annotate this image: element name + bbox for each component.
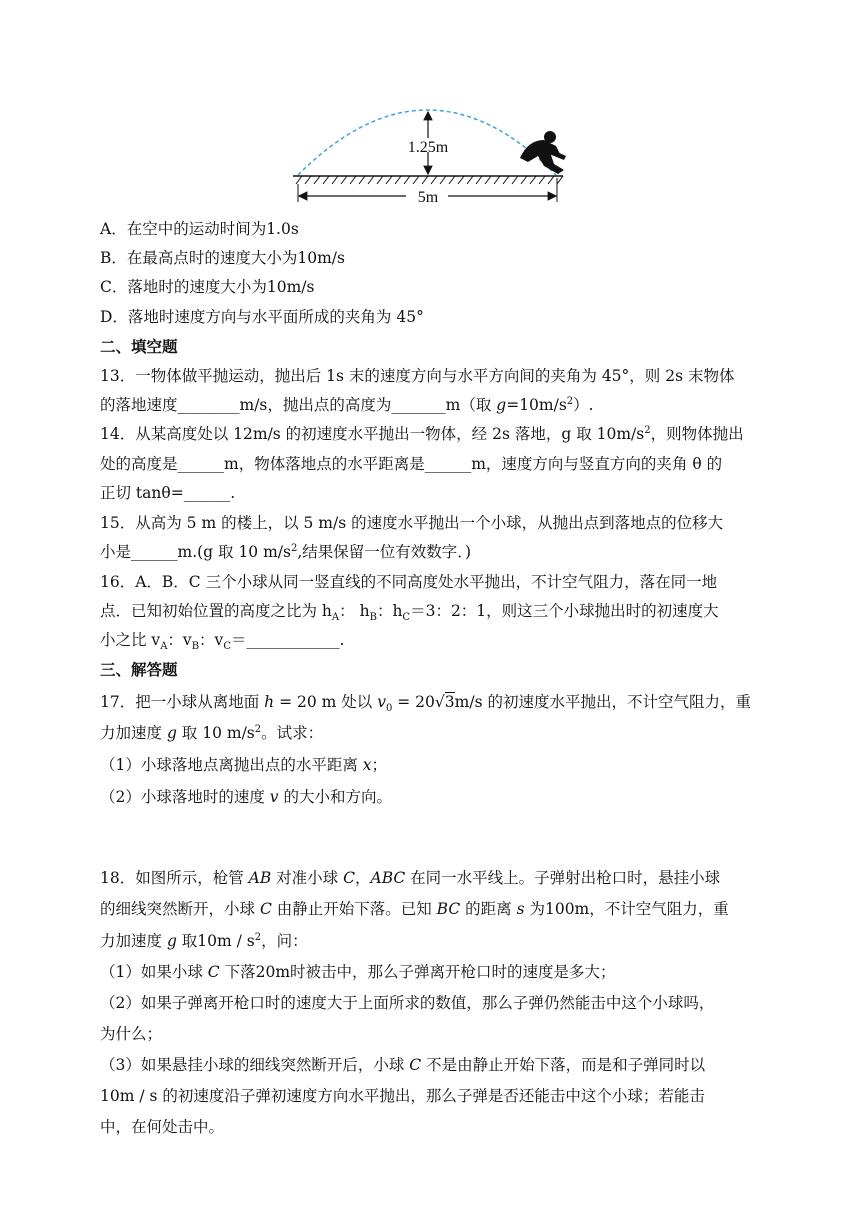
q17-part1: （1）小球落地点离抛出点的水平距离 x； <box>100 756 388 774</box>
distance-label: 5m <box>417 189 439 206</box>
q18-part3-line3: 中，在何处击中。 <box>100 1118 225 1136</box>
q18-line2: 的细线突然断开，小球 C 由静止开始下落。已知 BC 的距离 s 为100m，不计空气阻力，重 <box>100 900 729 918</box>
option-b: B．在最高点时的速度大小为10m/s <box>100 249 345 267</box>
q13-line2: 的落地速度________m/s，抛出点的高度为_______m（取 $g=10m/s^2$）. <box>100 395 594 414</box>
q18-part2-line2: 为什么； <box>100 1025 163 1043</box>
option-d: D．落地时速度方向与水平面所成的夹角为 45° <box>100 308 424 326</box>
q15-line2: 小是______m.(g 取 10 $m/s^2$,结果保留一位有效数字．) <box>100 542 472 561</box>
q18-part3-line2: 10m / s 的初速度沿子弹初速度方向水平抛出，那么子弹是否还能击中这个小球；若能击 <box>100 1087 705 1105</box>
q14-line2: 处的高度是______m，物体落地点的水平距离是______m，速度方向与竖直方向的夹角 θ 的 <box>100 455 723 473</box>
q18-part2-line1: （2）如果子弹离开枪口时的速度大于上面所求的数值，那么子弹仍然能击中这个小球吗， <box>100 994 715 1012</box>
q17-part2: （2）小球落地时的速度 v 的大小和方向。 <box>100 788 392 806</box>
q17-line1: 17．把一小球从离地面 h = 20 m 处以 $v_0 = 20√3m/s$ 的初速度水平抛出，不计空气阻力，重 <box>100 693 751 715</box>
q18-line1: 18．如图所示，枪管 AB 对准小球 C，ABC 在同一水平线上。子弹射出枪口时，悬挂小球 <box>100 869 721 887</box>
q18-line3: 力加速度 g 取$10m / s^2$，问： <box>100 931 308 950</box>
q18-part3-line1: （3）如果悬挂小球的细线突然断开后，小球 C 不是由静止开始下落，而是和子弹同时以 <box>100 1056 706 1074</box>
q15-line1: 15．从高为 5 m 的楼上，以 5 m/s 的速度水平抛出一个小球，从抛出点到落地点的位移大 <box>100 514 724 532</box>
ground-hatching <box>296 176 563 184</box>
q14-line1: 14．从某高度处以 12m/s 的初速度水平抛出一物体，经 2s 落地，g 取 $10m/s^2$，则物体抛出 <box>100 424 744 443</box>
q17-line2: 力加速度 g 取 10 $m/s^2$。试求： <box>100 723 324 742</box>
option-c: C．落地时的速度大小为10m/s <box>100 278 315 296</box>
q16-line1: 16．A．B．C 三个小球从同一竖直线的不同高度处水平抛出，不计空气阻力，落在同一地 <box>100 573 718 591</box>
jumper-silhouette <box>520 131 566 174</box>
height-label: 1.25m <box>407 139 449 156</box>
q14-line3: 正切 tanθ=______. <box>100 484 236 502</box>
section-solve: 三、解答题 <box>100 660 178 679</box>
section-fill-blank: 二、填空题 <box>100 337 178 356</box>
q18-part1: （1）如果小球 C 下落20m时被击中，那么子弹离开枪口时的速度是多大； <box>100 963 616 981</box>
sqrt-sign: √ <box>434 693 445 711</box>
projectile-figure <box>288 100 578 210</box>
q13-line1: 13．一物体做平抛运动，抛出后 1s 末的速度方向与水平方向间的夹角为 45°，则 2s 末物体 <box>100 367 735 385</box>
q16-line2: 点．已知初始位置的高度之比为 $h_A$： $h_B$：$h_C=3$：2：1，则这三个小球抛出时的初速度大 <box>100 602 719 624</box>
q16-line3: 小之比 $v_A$：$v_B$：$v_C=\_\_\_\_\_\_\_\_\_\_\_\_$. <box>100 631 345 653</box>
option-a: A．在空中的运动时间为1.0s <box>100 220 299 238</box>
